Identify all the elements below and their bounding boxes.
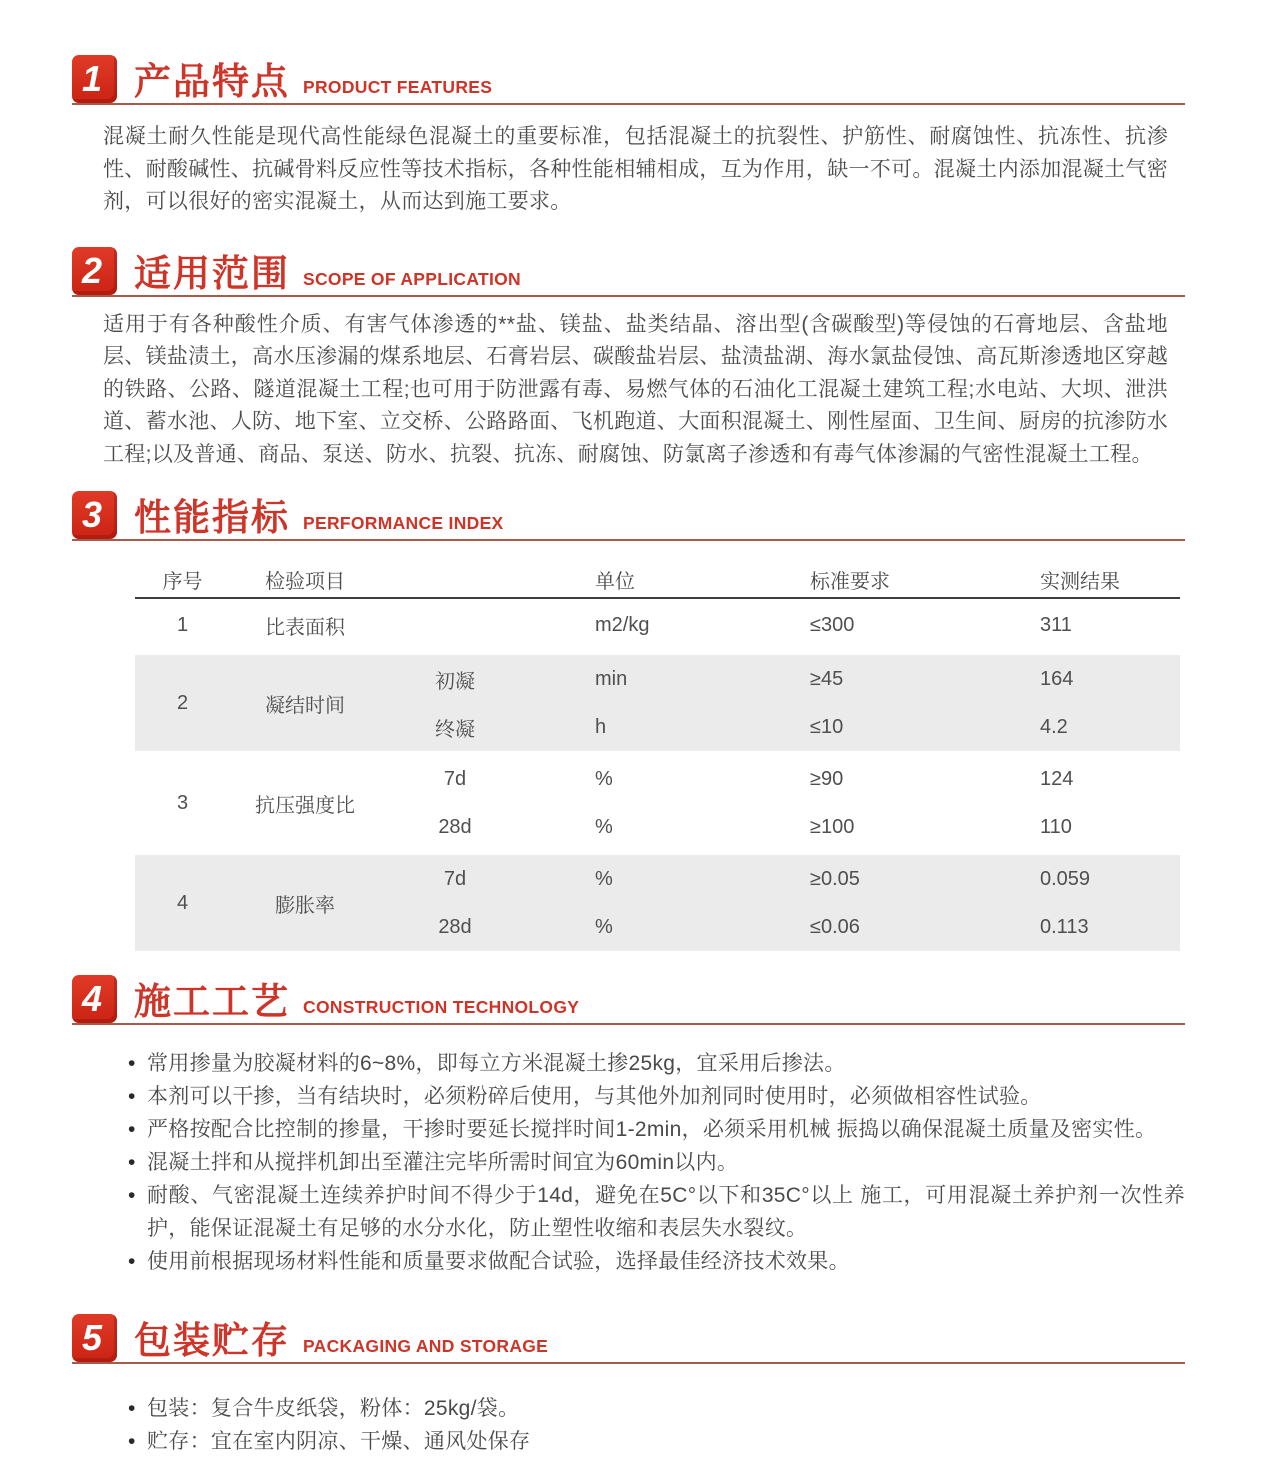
section-performance-title: 性能指标	[134, 497, 290, 538]
col-header-unit: 单位	[595, 570, 635, 593]
cell-sub: 7d	[443, 767, 467, 790]
cell-unit: %	[595, 867, 613, 890]
section-packaging-subtitle: PACKAGING AND STORAGE	[303, 1336, 549, 1356]
section-performance-subtitle: PERFORMANCE INDEX	[303, 513, 504, 533]
cell-standard: ≥90	[810, 767, 844, 790]
cell-standard: ≤300	[810, 613, 855, 636]
cell-unit: %	[595, 915, 613, 938]
list-item: • 本剂可以干掺，当有结块时，必须粉碎后使用，与其他外加剂同时使用时，必须做相容性试验。	[128, 1080, 1185, 1113]
cell-standard: ≥0.05	[810, 867, 860, 890]
section-construction-title: 施工工艺	[134, 981, 290, 1022]
section-packaging-title: 包装贮存	[134, 1320, 290, 1361]
cell-no: 2	[176, 691, 189, 714]
list-item: • 包装：复合牛皮纸袋，粉体：25kg/袋。	[128, 1392, 1185, 1425]
features-paragraph: 混凝土耐久性能是现代高性能绿色混凝土的重要标准，包括混凝土的抗裂性、护筋性、耐腐蚀性、抗冻性、抗渗性、耐酸碱性、抗碱骨料反应性等技术指标，各种性能相辅相成，互为作用，缺一不可。混凝土内添加混凝土气密剂，可以很好的密实混凝土，从而达到施工要求。	[103, 125, 1168, 213]
section-construction-number-badge: 4	[72, 975, 117, 1023]
cell-result: 311	[1040, 613, 1072, 636]
table-row	[135, 755, 1180, 851]
section-packaging-header	[72, 1314, 1185, 1364]
list-item: • 混凝土拌和从搅拌机卸出至灌注完毕所需时间宜为60min以内。	[128, 1146, 1185, 1179]
section-performance-header	[72, 491, 1185, 541]
section-features-header	[72, 55, 1185, 105]
cell-unit: min	[595, 667, 628, 690]
table-row	[135, 599, 1180, 651]
cell-item: 抗压强度比	[255, 794, 355, 817]
section-performance-number-badge: 3	[72, 491, 117, 539]
table-row	[135, 655, 1180, 751]
section-construction-subtitle: CONSTRUCTION TECHNOLOGY	[303, 997, 580, 1017]
section-features-subtitle: PRODUCT FEATURES	[303, 77, 493, 97]
col-header-standard: 标准要求	[810, 570, 890, 593]
cell-unit: %	[595, 767, 613, 790]
section-features-number-badge: 1	[72, 55, 117, 103]
cell-item: 膨胀率	[275, 894, 335, 917]
col-header-result: 实测结果	[1040, 570, 1120, 593]
cell-standard: ≥45	[810, 667, 844, 690]
cell-unit: m2/kg	[595, 613, 650, 636]
section-features-title: 产品特点	[134, 61, 290, 102]
cell-unit: %	[595, 815, 613, 838]
section-scope-header	[72, 247, 1185, 297]
list-item: • 贮存：宜在室内阴凉、干燥、通风处保存	[128, 1425, 1185, 1458]
cell-result: 110	[1040, 815, 1072, 838]
cell-standard: ≥100	[810, 815, 855, 838]
table-row	[135, 855, 1180, 951]
cell-result: 4.2	[1040, 715, 1068, 738]
cell-sub: 终凝	[435, 718, 475, 741]
cell-result: 124	[1040, 767, 1074, 790]
cell-no: 3	[176, 791, 189, 814]
scope-paragraph: 适用于有各种酸性介质、有害气体渗透的**盐、镁盐、盐类结晶、溶出型(含碳酸型)等侵蚀的石膏地层、含盐地层、镁盐渍土，高水压渗漏的煤系地层、石膏岩层、碳酸盐岩层、盐渍盐湖、海水氯盐侵蚀、高瓦斯渗透地区穿越的铁路、公路、隧道混凝土工程;也可用于防泄露有毒、易燃气体的石油化工混凝土建筑工程;水电站、大坝、泄洪道、蓄水池、人防、地下室、立交桥、公路路面、飞机跑道、大面积混凝土、刚性屋面、卫生间、厨房的抗渗防水工程;以及普通、商品、泵送、防水、抗裂、抗冻、耐腐蚀、防氯离子渗透和有毒气体渗漏的气密性混凝土工程。	[103, 312, 1168, 466]
list-item: • 严格按配合比控制的掺量，干掺时要延长搅拌时间1-2min，必须采用机械 振捣以确保混凝土质量及密实性。	[128, 1113, 1185, 1146]
performance-table-header-row	[135, 561, 1180, 599]
list-item: • 常用掺量为胶凝材料的6~8%，即每立方米混凝土掺25kg，宜采用后掺法。	[128, 1047, 1185, 1080]
col-header-item: 检验项目	[265, 570, 345, 593]
list-item: • 使用前根据现场材料性能和质量要求做配合试验，选择最佳经济技术效果。	[128, 1245, 1185, 1278]
cell-item: 凝结时间	[265, 694, 345, 717]
performance-table	[135, 561, 1180, 951]
cell-result: 0.059	[1040, 867, 1091, 890]
cell-sub: 7d	[443, 867, 467, 890]
section-scope-subtitle: SCOPE OF APPLICATION	[303, 268, 521, 289]
cell-standard: ≤0.06	[810, 915, 860, 938]
cell-standard: ≤10	[810, 715, 844, 738]
cell-no: 1	[176, 613, 189, 636]
cell-item: 比表面积	[265, 616, 345, 639]
construction-bullet-list	[128, 1047, 1185, 1278]
cell-unit: h	[595, 715, 607, 738]
cell-no: 4	[176, 891, 189, 914]
cell-sub: 28d	[438, 815, 472, 838]
list-item: • 耐酸、气密混凝土连续养护时间不得少于14d，避免在5C°以下和35C°以上 施工，可用混凝土养护剂一次性养护，能保证混凝土有足够的水分水化，防止塑性收缩和表层失水裂纹。	[128, 1179, 1185, 1245]
cell-result: 0.113	[1040, 915, 1089, 938]
cell-sub: 初凝	[435, 670, 475, 693]
cell-sub: 28d	[438, 915, 472, 938]
section-construction-header	[72, 975, 1185, 1025]
col-header-no: 序号	[162, 570, 203, 593]
section-scope-title: 适用范围	[134, 252, 290, 294]
section-packaging-number-badge: 5	[72, 1314, 117, 1362]
cell-result: 164	[1040, 667, 1074, 690]
packaging-bullet-list	[128, 1392, 1185, 1458]
section-scope-number-badge: 2	[72, 247, 117, 295]
